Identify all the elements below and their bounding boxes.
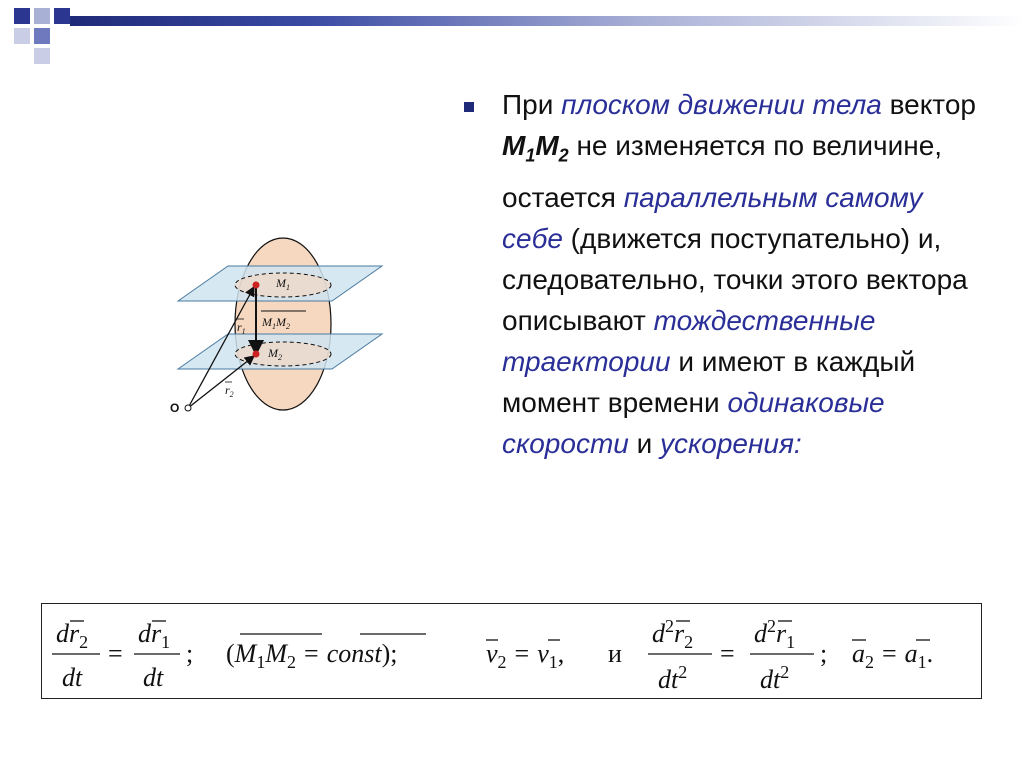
formula-velocities xyxy=(486,639,564,672)
title-bar-line xyxy=(70,16,1024,26)
svg-text:dr2: $dr_2$ xyxy=(56,619,89,652)
lower-section xyxy=(235,342,331,366)
formula-m1m2-const xyxy=(226,634,426,672)
svg-text:a2=a1.: $a_2 = a_1$. xyxy=(852,639,934,672)
decor-square xyxy=(34,8,50,24)
text-run: и xyxy=(628,427,661,459)
svg-text:d2r2: $d^2r_2$ xyxy=(652,616,694,652)
point-m2 xyxy=(253,351,260,358)
svg-text:;: ; xyxy=(820,639,828,668)
svg-text:dt2: $dt^2$ xyxy=(658,662,688,694)
text-run: (движется поступательно) и, следовательно, точки этого вектора описывают xyxy=(502,222,968,336)
emphasis-velocities: одинаковые скорости xyxy=(502,386,885,459)
label-r1: $r_1$ xyxy=(237,320,246,336)
svg-text:;: ; xyxy=(186,639,194,668)
bullet-text xyxy=(502,84,982,464)
label-m2: $M_2$ xyxy=(268,346,282,362)
svg-text:=: = xyxy=(108,639,123,668)
svg-text:v2=v1,: $v_2 = v_1$, xyxy=(486,639,565,672)
label-r2: $r_2$ xyxy=(225,383,234,399)
formula-box xyxy=(41,603,982,699)
svg-text:dt: dt xyxy=(62,663,83,692)
svg-text:dr1: $dr_1$ xyxy=(138,619,171,652)
text-run: не изменяется по величине, остается xyxy=(502,130,943,213)
text-run: и имеют в каждый момент времени xyxy=(502,345,916,418)
svg-text:dt: dt xyxy=(143,663,164,692)
motion-diagram xyxy=(150,228,410,438)
svg-text:(M1M2=const);: ($M_1M_2$ = const); xyxy=(226,639,398,672)
emphasis-plane-motion: плоском движении тела xyxy=(561,89,882,120)
svg-text:=: = xyxy=(720,639,735,668)
emphasis-accelerations: ускорения: xyxy=(660,427,802,459)
formula-d2r2-dt2 xyxy=(648,616,712,694)
emphasis-parallel: параллельным самому себе xyxy=(502,181,923,254)
emphasis-trajectories: тождественные траектории xyxy=(502,304,876,377)
vector-m1m2-label: $M_1M_2$ xyxy=(502,130,569,166)
decor-square xyxy=(14,28,30,44)
formula-accelerations xyxy=(852,639,933,672)
decor-square xyxy=(54,8,70,24)
origin-point xyxy=(185,405,191,411)
decor-square xyxy=(14,8,30,24)
point-m1 xyxy=(253,282,260,289)
formula-dr1-dt xyxy=(134,619,180,692)
text-run: вектор xyxy=(881,89,976,120)
top-decoration xyxy=(0,0,1024,62)
decor-square xyxy=(34,28,50,44)
formula-and: и xyxy=(608,639,622,668)
label-origin: O xyxy=(170,401,180,415)
decor-square xyxy=(34,48,50,64)
text-run: При xyxy=(502,89,562,120)
formula-dr2-dt xyxy=(52,619,100,692)
svg-text:d2r1: $d^2r_1$ xyxy=(754,616,796,652)
label-m1m2: $M_1M_2$ xyxy=(262,315,290,331)
label-m1: $M_1$ xyxy=(276,276,290,292)
svg-text:dt2: $dt^2$ xyxy=(760,662,790,694)
formula-d2r1-dt2 xyxy=(750,616,814,694)
bullet-square-icon xyxy=(464,102,474,112)
